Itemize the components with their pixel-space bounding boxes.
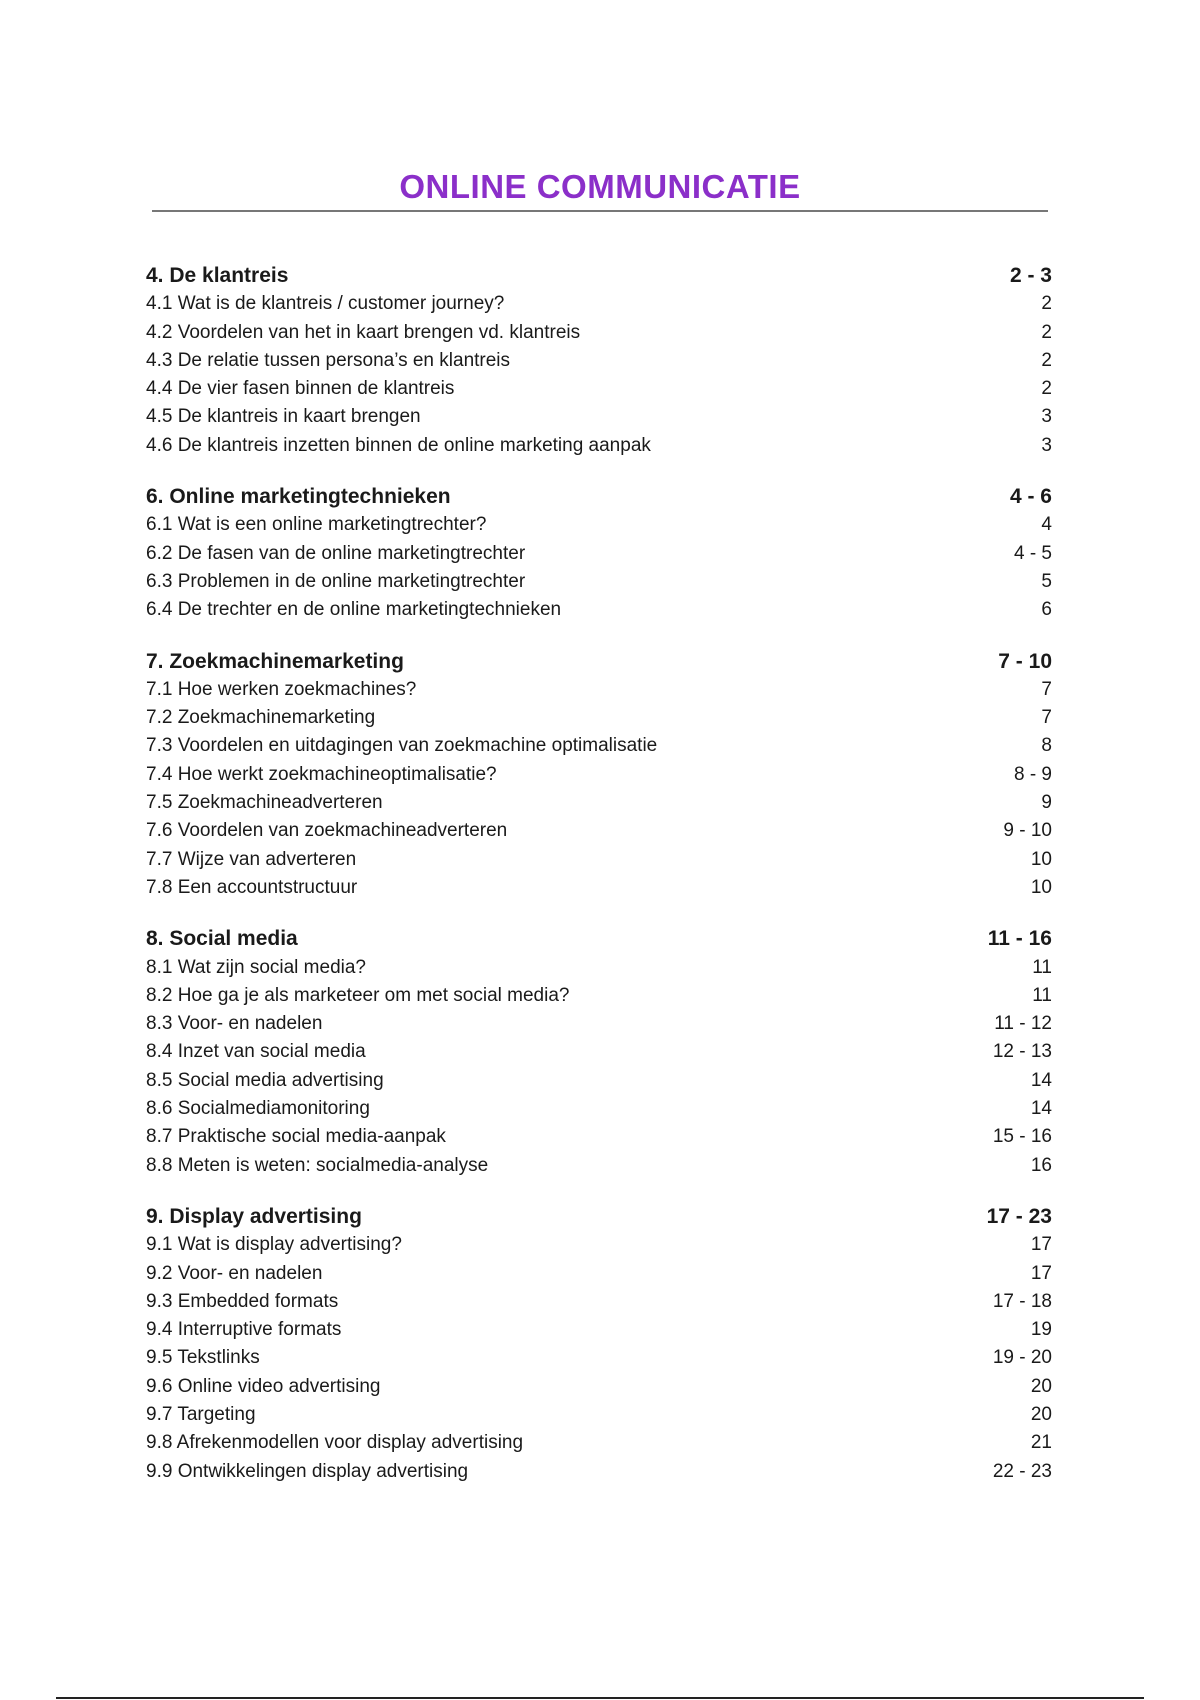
chapter-title: 9. Display advertising <box>146 1204 362 1228</box>
toc-entry <box>146 596 1052 624</box>
entry-page-number: 6 <box>1041 599 1052 621</box>
toc-entry <box>146 375 1052 403</box>
entry-title: 7.6 Voordelen van zoekmachineadverteren <box>146 820 508 842</box>
entry-page-number: 11 <box>1032 956 1052 978</box>
entry-title: 4.6 De klantreis inzetten binnen de online marketing aanpak <box>146 434 651 456</box>
toc-chapter-heading <box>146 925 1052 953</box>
chapter-title: 4. De klantreis <box>146 264 289 287</box>
entry-page-number: 20 <box>1030 1375 1052 1397</box>
entry-title: 8.1 Wat zijn social media? <box>146 956 367 978</box>
entry-title: 7.1 Hoe werken zoekmachines? <box>146 678 417 700</box>
entry-title: 9.7 Targeting <box>146 1403 256 1425</box>
entry-title: 9.5 Tekstlinks <box>146 1347 260 1369</box>
entry-page-number: 10 <box>1030 848 1052 870</box>
chapter-title: 7. Zoekmachinemarketing <box>146 649 404 673</box>
toc-entry <box>146 432 1052 460</box>
toc-entry <box>146 290 1052 318</box>
toc-chapter-heading <box>146 483 1052 511</box>
chapter-title: 8. Social media <box>146 927 298 951</box>
toc-entry <box>146 732 1052 760</box>
entry-page-number: 2 <box>1041 293 1052 315</box>
toc-section <box>146 925 1052 1180</box>
entry-title: 4.4 De vier fasen binnen de klantreis <box>146 378 455 400</box>
entry-title: 4.3 De relatie tussen persona’s en klantreis <box>146 349 511 371</box>
toc-entry <box>146 704 1052 732</box>
toc-entry <box>146 511 1052 539</box>
table-of-contents <box>146 262 1052 1509</box>
chapter-page-range: 4 - 6 <box>1009 485 1052 509</box>
entry-title: 8.7 Praktische social media-aanpak <box>146 1126 446 1148</box>
entry-title: 8.5 Social media advertising <box>146 1069 384 1091</box>
toc-entry <box>146 1429 1052 1457</box>
toc-entry <box>146 1344 1052 1372</box>
entry-page-number: 2 <box>1041 378 1052 400</box>
toc-chapter-heading <box>146 262 1052 290</box>
entry-page-number: 12 - 13 <box>992 1041 1052 1063</box>
chapter-page-range: 2 - 3 <box>1009 264 1052 287</box>
entry-page-number: 4 <box>1041 514 1052 536</box>
entry-title: 4.1 Wat is de klantreis / customer journey? <box>146 293 505 315</box>
entry-page-number: 17 - 18 <box>992 1290 1052 1312</box>
entry-page-number: 5 <box>1041 570 1052 592</box>
entry-page-number: 21 <box>1030 1432 1052 1454</box>
toc-entry <box>146 347 1052 375</box>
entry-title: 9.4 Interruptive formats <box>146 1319 342 1341</box>
entry-title: 7.2 Zoekmachinemarketing <box>146 707 376 729</box>
entry-page-number: 16 <box>1030 1154 1052 1176</box>
entry-title: 8.3 Voor- en nadelen <box>146 1013 323 1035</box>
entry-page-number: 10 <box>1030 876 1052 898</box>
toc-entry <box>146 789 1052 817</box>
entry-page-number: 3 <box>1041 434 1052 456</box>
toc-entry <box>146 1316 1052 1344</box>
entry-page-number: 4 - 5 <box>1013 542 1052 564</box>
toc-entry <box>146 1152 1052 1180</box>
entry-title: 4.5 De klantreis in kaart brengen <box>146 406 421 428</box>
toc-entry <box>146 1458 1052 1486</box>
entry-page-number: 8 - 9 <box>1013 763 1052 785</box>
toc-section <box>146 483 1052 624</box>
entry-title: 7.7 Wijze van adverteren <box>146 848 357 870</box>
entry-title: 6.1 Wat is een online marketingtrechter? <box>146 514 487 536</box>
toc-chapter-heading <box>146 648 1052 676</box>
entry-title: 7.3 Voordelen en uitdagingen van zoekmachine optimalisatie <box>146 735 658 757</box>
entry-page-number: 17 <box>1030 1234 1052 1256</box>
entry-page-number: 7 <box>1041 678 1052 700</box>
entry-page-number: 14 <box>1030 1069 1052 1091</box>
toc-entry <box>146 1288 1052 1316</box>
entry-title: 9.1 Wat is display advertising? <box>146 1234 402 1256</box>
toc-entry <box>146 1401 1052 1429</box>
entry-page-number: 8 <box>1041 735 1052 757</box>
toc-entry <box>146 1231 1052 1259</box>
chapter-page-range: 17 - 23 <box>986 1204 1052 1228</box>
entry-page-number: 15 - 16 <box>992 1126 1052 1148</box>
chapter-title: 6. Online marketingtechnieken <box>146 485 451 509</box>
entry-title: 9.2 Voor- en nadelen <box>146 1262 323 1284</box>
entry-title: 8.2 Hoe ga je als marketeer om met social media? <box>146 984 570 1006</box>
toc-entry <box>146 403 1052 431</box>
toc-entry <box>146 319 1052 347</box>
entry-title: 9.8 Afrekenmodellen voor display advertising <box>146 1432 524 1454</box>
toc-entry <box>146 568 1052 596</box>
toc-entry <box>146 1067 1052 1095</box>
toc-entry <box>146 540 1052 568</box>
toc-entry <box>146 874 1052 902</box>
footer-divider <box>56 1697 1144 1699</box>
toc-entry <box>146 954 1052 982</box>
chapter-page-range: 11 - 16 <box>987 927 1052 951</box>
toc-entry <box>146 982 1052 1010</box>
entry-title: 8.4 Inzet van social media <box>146 1041 366 1063</box>
toc-entry <box>146 676 1052 704</box>
entry-page-number: 11 <box>1032 984 1052 1006</box>
toc-section <box>146 262 1052 460</box>
toc-entry <box>146 1038 1052 1066</box>
toc-entry <box>146 1373 1052 1401</box>
entry-page-number: 20 <box>1030 1403 1052 1425</box>
toc-entry <box>146 761 1052 789</box>
entry-title: 8.8 Meten is weten: socialmedia-analyse <box>146 1154 489 1176</box>
entry-title: 6.3 Problemen in de online marketingtrechter <box>146 570 526 592</box>
entry-page-number: 2 <box>1041 349 1052 371</box>
entry-page-number: 7 <box>1041 707 1052 729</box>
entry-title: 6.2 De fasen van de online marketingtrechter <box>146 542 526 564</box>
entry-title: 7.8 Een accountstructuur <box>146 876 358 898</box>
toc-chapter-heading <box>146 1203 1052 1231</box>
entry-page-number: 19 <box>1030 1319 1052 1341</box>
entry-title: 7.4 Hoe werkt zoekmachineoptimalisatie? <box>146 763 497 785</box>
toc-entry <box>146 1010 1052 1038</box>
entry-page-number: 3 <box>1041 406 1052 428</box>
toc-entry <box>146 1095 1052 1123</box>
entry-page-number: 17 <box>1030 1262 1052 1284</box>
toc-entry <box>146 817 1052 845</box>
toc-section <box>146 1203 1052 1486</box>
entry-title: 9.9 Ontwikkelingen display advertising <box>146 1460 469 1482</box>
toc-section <box>146 648 1052 903</box>
entry-page-number: 2 <box>1041 321 1052 343</box>
chapter-page-range: 7 - 10 <box>998 649 1052 673</box>
entry-page-number: 9 - 10 <box>1003 820 1052 842</box>
title-divider <box>152 210 1048 212</box>
entry-page-number: 22 - 23 <box>992 1460 1052 1482</box>
entry-title: 9.3 Embedded formats <box>146 1290 339 1312</box>
toc-entry <box>146 1123 1052 1151</box>
entry-page-number: 14 <box>1030 1098 1052 1120</box>
toc-entry <box>146 846 1052 874</box>
entry-title: 4.2 Voordelen van het in kaart brengen vd. klantreis <box>146 321 581 343</box>
entry-title: 9.6 Online video advertising <box>146 1375 381 1397</box>
entry-title: 7.5 Zoekmachineadverteren <box>146 792 383 814</box>
page-title: ONLINE COMMUNICATIE <box>399 168 801 206</box>
toc-entry <box>146 1260 1052 1288</box>
entry-page-number: 19 - 20 <box>992 1347 1052 1369</box>
entry-title: 8.6 Socialmediamonitoring <box>146 1098 370 1120</box>
entry-page-number: 9 <box>1041 792 1052 814</box>
entry-page-number: 11 - 12 <box>994 1013 1052 1035</box>
entry-title: 6.4 De trechter en de online marketingtechnieken <box>146 599 562 621</box>
